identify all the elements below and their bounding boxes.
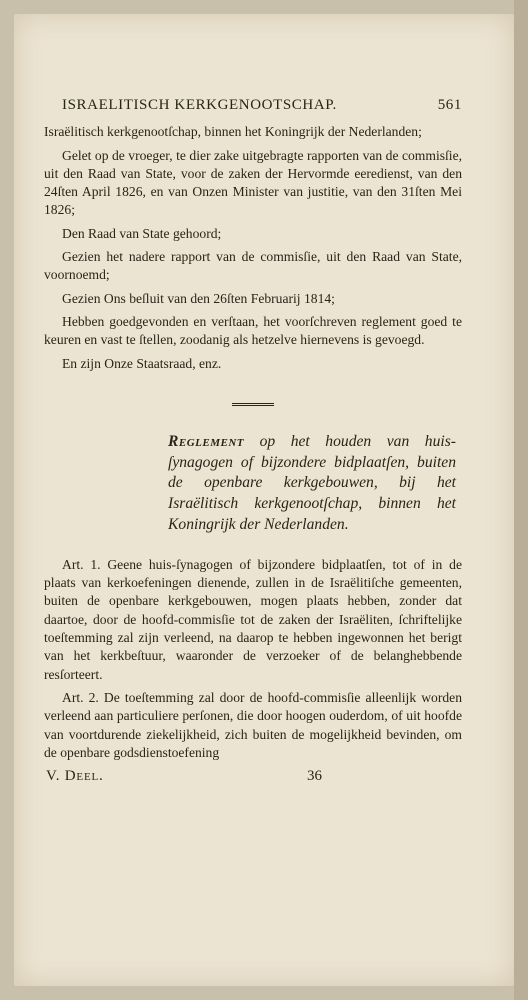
paragraph: Israëlitisch kerkgenootſchap, binnen het Koningrijk der Nederlanden; [44, 124, 422, 140]
paragraph: Gelet op de vroeger, te dier zake uitgebragte rapporten van de commisſie, uit den Raad van State, voor de zaken der Hervormde eeredienst, van den 24ſten April 1826, en van Onzen Minister van justitie, van den 31ſten Mei 1826; [44, 147, 462, 218]
paragraph: Den Raad van State gehoord; [62, 225, 222, 241]
reglement-title [168, 432, 456, 536]
page-content [44, 96, 462, 785]
running-title: ISRAELITISCH KERKGENOOTSCHAP. [62, 97, 337, 113]
article: Art. 1. Geene huis-ſynagogen of bijzondere bidplaatſen, tot of in de plaats van kerkoefeningen dienende, zullen in de Israëlitiſche gemeenten, buiten de openbare kerkgebouwen, mogen plaats hebben, zonder dat daartoe, door de hoofd-commisſie tot de zaken der Israëliten, ſchriftelijke toeſtemming zal zijn verleend, na daarop te hebben ingewonnen het berigt van het kerkbeſtuur, waaronder de verzoeker of de belanghebbende resſorteert. [44, 556, 462, 682]
reglement-title-lead: Reglement [168, 432, 245, 450]
paragraph: En zijn Onze Staatsraad, enz. [62, 355, 222, 371]
paragraph: Hebben goedgevonden en verſtaan, het voorſchreven reglement goed te keuren en vast te ſtellen, zoodanig als hetzelve hiernevens is gevoegd. [44, 313, 462, 348]
volume-label: V. Deel. [46, 768, 104, 785]
running-header [44, 96, 462, 114]
paragraph: Gezien het nadere rapport van de commisſie, uit den Raad van State, voornoemd; [44, 249, 462, 283]
article: Art. 2. De toeſtemming zal door de hoofd-commisſie alleenlijk worden verleend aan particuliere perſonen, die door hoogen ouderdom, of uit hoofde van voortdurende ziekelijkheid, zich buiten de mogelijkheid bevinden, om de openbare godsdienstoefening [44, 689, 462, 760]
signature-mark: 36 [307, 768, 322, 785]
page-edge [514, 0, 528, 1000]
reglement-title-rest: op het houden van huis-ſynagogen of bijzondere bidplaatſen, buiten de openbare kerkgebouwen, bij het Israëlitisch kerkgenootſchap, binnen het Koningrijk der Nederlanden. [168, 432, 456, 534]
page-footer [44, 767, 462, 785]
section-divider [232, 403, 274, 406]
paragraph: Gezien Ons beſluit van den 26ſten Februarij 1814; [62, 290, 335, 306]
page-number: 561 [437, 97, 462, 113]
